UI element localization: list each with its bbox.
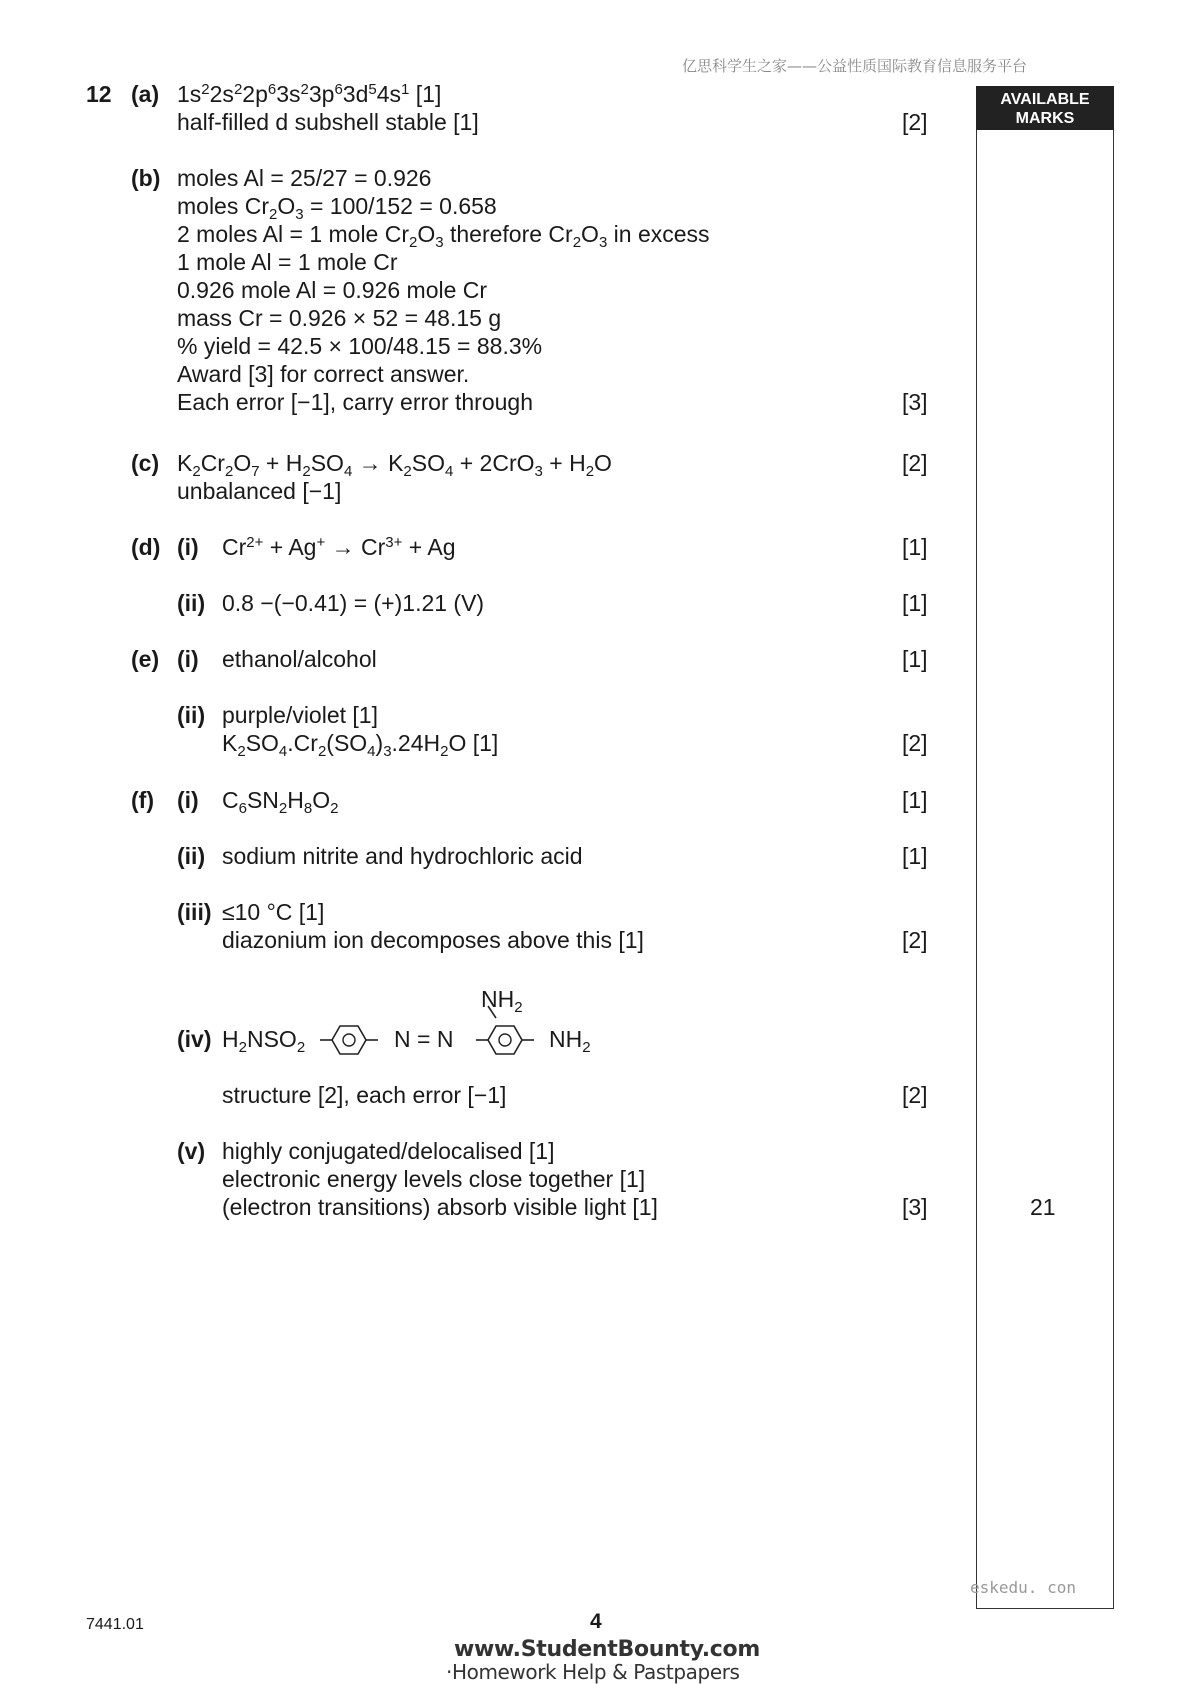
footer-site-tagline: ·Homework Help & Pastpapers	[446, 1660, 740, 1684]
available-marks-heading	[976, 86, 1114, 130]
part-c-line2: unbalanced [−1]	[177, 478, 342, 504]
marks-total: 21	[1030, 1194, 1056, 1220]
paper-code: 7441.01	[86, 1616, 144, 1633]
part-e-i-label: (i)	[177, 646, 199, 672]
ring2-amine-substituent: $NH_2$	[481, 986, 523, 1016]
marks-heading-line2: MARKS	[1015, 110, 1075, 127]
question-number: 12	[86, 81, 112, 107]
part-f-label: (f)	[131, 787, 154, 813]
part-b-line6: mass Cr = 0.926 × 52 = 48.15 g	[177, 305, 502, 331]
part-f-v-line3: (electron transitions) absorb visible light [1]	[222, 1194, 658, 1220]
part-d-i-equation: $Cr^{2+} + Ag^+ \to Cr^{3+} + Ag$	[222, 534, 456, 560]
terminal-amine: $NH_2$	[549, 1026, 591, 1056]
part-f-iv-label: (iv)	[177, 1026, 212, 1052]
part-c-label: (c)	[131, 450, 160, 476]
part-f-iv-marks: [2]	[902, 1082, 928, 1108]
part-a-marks: [2]	[902, 109, 928, 135]
part-b-line9: Each error [−1], carry error through	[177, 389, 534, 415]
part-f-iii-line1: ≤10 °C [1]	[222, 899, 325, 925]
part-e-ii-line1: purple/violet [1]	[222, 702, 378, 728]
part-f-iii-marks: [2]	[902, 927, 928, 953]
footer-site-tagline-text: Homework Help & Pastpapers	[451, 1660, 740, 1684]
part-b-line2-suffix: = 100/152 = 0.658	[303, 193, 497, 219]
part-a-label: (a)	[131, 81, 160, 107]
part-e-ii-label: (ii)	[177, 702, 206, 728]
benzene-ring-2	[474, 1004, 540, 1060]
part-a-config: $1s^22s^22p^63s^23p^63d^54s^1$ [1]	[177, 81, 442, 107]
corner-watermark: eskedu. con	[970, 1578, 1076, 1597]
part-b-label: (b)	[131, 165, 161, 191]
part-b-line3-prefix: 2 moles Al = 1 mole Cr	[177, 221, 410, 247]
part-e-ii-formula: $K_2SO_4.Cr_2(SO_4)_3.24H_2O$ [1]	[222, 730, 499, 760]
part-f-v-line2: electronic energy levels close together [1]	[222, 1166, 646, 1192]
azo-linkage: N = N	[394, 1026, 454, 1052]
part-f-ii-marks: [1]	[902, 843, 928, 869]
available-marks-column	[976, 130, 1114, 1609]
part-f-iii-line2: diazonium ion decomposes above this [1]	[222, 927, 644, 953]
part-e-i-text: ethanol/alcohol	[222, 646, 377, 672]
benzene-ring-1	[318, 1020, 380, 1060]
part-d-label: (d)	[131, 534, 161, 560]
footer-site-url[interactable]: www.StudentBounty.com	[454, 1637, 760, 1662]
part-e-label: (e)	[131, 646, 160, 672]
part-f-v-label: (v)	[177, 1138, 206, 1164]
part-b-line4: 1 mole Al = 1 mole Cr	[177, 249, 398, 275]
part-b-line8: Award [3] for correct answer.	[177, 361, 470, 387]
part-a-line2: half-filled d subshell stable [1]	[177, 109, 479, 135]
part-b-line2-prefix: moles Cr	[177, 193, 270, 219]
part-f-ii-label: (ii)	[177, 843, 206, 869]
part-f-i-label: (i)	[177, 787, 199, 813]
page-number: 4	[590, 1610, 602, 1633]
part-e-ii-line2-suffix: $.24H_2O$ [1]	[391, 730, 499, 760]
part-e-ii-marks: [2]	[902, 730, 928, 756]
part-d-ii-marks: [1]	[902, 590, 928, 616]
part-d-i-marks: [1]	[902, 534, 928, 560]
part-b-line3-suffix: in excess	[607, 221, 710, 247]
part-d-ii-label: (ii)	[177, 590, 206, 616]
part-f-iii-label: (iii)	[177, 899, 212, 925]
part-b-line2: moles $Cr_2O_3 = 100/152 = 0.658$	[177, 193, 497, 223]
part-f-v-marks: [3]	[902, 1194, 928, 1220]
part-e-i-marks: [1]	[902, 646, 928, 672]
marks-heading-line1: AVAILABLE	[1000, 91, 1090, 108]
part-a-mark-suffix: [1]	[409, 81, 442, 107]
sulfonamide-group: $H_2NSO_2$	[222, 1026, 306, 1056]
part-b-line7: % yield = 42.5 × 100/48.15 = 88.3%	[177, 333, 543, 359]
part-f-v-line1: highly conjugated/delocalised [1]	[222, 1138, 555, 1164]
header-watermark: 亿思科学生之家——公益性质国际教育信息服务平台	[682, 57, 1028, 75]
part-f-iv-structure-note: structure [2], each error [−1]	[222, 1082, 507, 1108]
part-b-marks: [3]	[902, 389, 928, 415]
part-b-line3-mid: therefore Cr	[443, 221, 573, 247]
part-c-equation: $K_2Cr_2O_7 + H_2SO_4 \to K_2SO_4 + 2CrO_3 + H_2O$	[177, 450, 612, 480]
part-b-line5: 0.926 mole Al = 0.926 mole Cr	[177, 277, 488, 303]
part-f-i-marks: [1]	[902, 787, 928, 813]
part-c-marks: [2]	[902, 450, 928, 476]
part-b-line3: 2 moles Al = 1 mole $Cr_2O_3$ therefore $Cr_2O_3$ in excess	[177, 221, 710, 251]
part-b-line1: moles Al = 25/27 = 0.926	[177, 165, 432, 191]
part-d-i-label: (i)	[177, 534, 199, 560]
part-f-ii-text: sodium nitrite and hydrochloric acid	[222, 843, 583, 869]
part-f-i-formula: $C_6SN_2H_8O_2$	[222, 787, 339, 817]
part-d-ii-text: 0.8 −(−0.41) = (+)1.21 (V)	[222, 590, 485, 616]
